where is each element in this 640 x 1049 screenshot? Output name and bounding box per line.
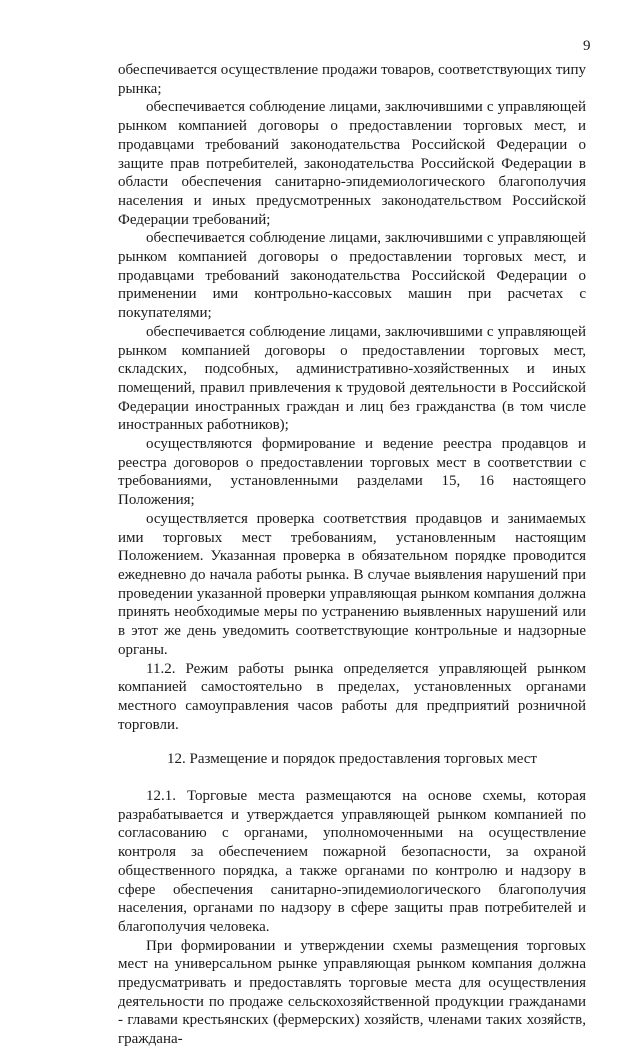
page-number: 9 xyxy=(583,38,591,54)
paragraph: 12.1. Торговые места размещаются на основе схемы, которая разрабатывается и утверждается управляющей рынком компанией по согласованию с органами, уполномоченными на осуществление контроля за обеспечением пожарной безопасности, за охраной общественного порядка, а также органами по контролю и надзору в сфере обеспечения санитарно-эпидемиологического благополучия населения, органами по надзору в сфере защиты прав потребителей и благополучия человека. xyxy=(118,788,586,935)
paragraph: обеспечивается соблюдение лицами, заключившими с управляющей рынком компанией договоры о предоставлении торговых мест, и продавцами требований законодательства Российской Федерации о применении ими контрольно-кассовых машин при расчетах с покупателями; xyxy=(118,230,586,322)
paragraph: 11.2. Режим работы рынка определяется управляющей рынком компанией самостоятельно в пределах, установленных органами местного самоуправления часов работы для предприятий розничной торговли. xyxy=(118,660,586,733)
section-heading: 12. Размещение и порядок предоставления торговых мест xyxy=(167,751,537,768)
paragraph: осуществляются формирование и ведение реестра продавцов и реестра договоров о предоставлении торговых мест в соответствии с требованиями, установленными разделами 15, 16 настоящего Положения; xyxy=(118,436,586,509)
paragraph: При формировании и утверждении схемы размещения торговых мест на универсальном рынке управляющая рынком компания должна предусматривать и предоставлять торговые места для осуществления деятельности по продаже сельскохозяйственной продукции гражданами - главами крестьянских (фермерских) хозяйств, членами таких хозяйств, граждана- xyxy=(118,937,586,1048)
paragraph: обеспечивается осуществление продажи товаров, соответствующих типу рынка; xyxy=(118,62,586,97)
paragraph: обеспечивается соблюдение лицами, заключившими с управляющей рынком компанией договоры о предоставлении торговых мест, складских, подсобных, административно-хозяйственных и иных помещений, правил привлечения к трудовой деятельности в Российской Федерации иностранных граждан и лиц без гражданства (в том числе иностранных работников); xyxy=(118,323,586,434)
document-body xyxy=(118,61,586,1049)
paragraph: осуществляется проверка соответствия продавцов и занимаемых ими торговых мест требованиям, установленным настоящим Положением. Указанная проверка в обязательном порядке проводится ежедневно до начала работы рынка. В случае выявления нарушений при проведении указанной проверки управляющая рынком компания должна принять необходимые меры по устранению выявленных нарушений или в этот же день уведомить соответствующие контрольные и надзорные органы. xyxy=(118,510,586,658)
paragraph: обеспечивается соблюдение лицами, заключившими с управляющей рынком компанией договоры о предоставлении торговых мест, и продавцами требований законодательства Российской Федерации о защите прав потребителей, законодательства Российской Федерации в области обеспечения санитарно-эпидемиологического благополучия населения и иных предусмотренных законодательством Российской Федерации требований; xyxy=(118,99,586,228)
